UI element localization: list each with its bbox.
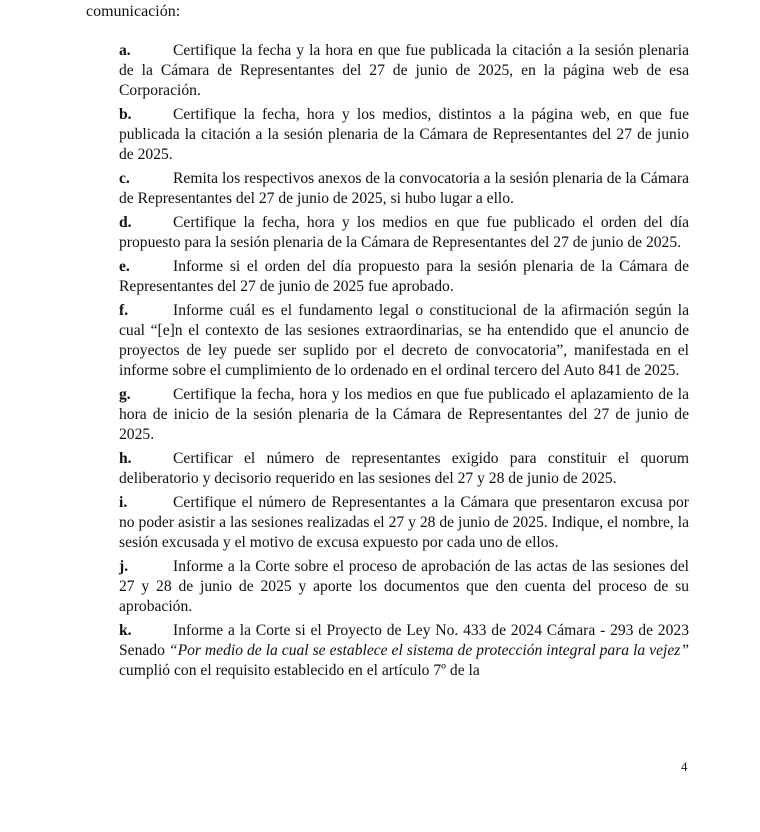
item-marker: a. xyxy=(119,42,131,59)
item-text: Certifique el número de Representantes a la Cámara que presentaron excusa por no poder asistir a las sesiones realizadas el 27 y 28 de junio de 2025. Indique, el nombre, la sesión excusada y el motivo de excusa expuesto por cada uno de ellos. xyxy=(119,494,689,551)
request-item-g xyxy=(119,385,689,445)
item-marker: b. xyxy=(119,106,132,123)
item-marker: e. xyxy=(119,258,130,275)
item-text: Certifique la fecha, hora y los medios en que fue publicado el orden del día propuesto para la sesión plenaria de la Cámara de Representantes del 27 de junio de 2025. xyxy=(119,214,689,251)
item-marker: g. xyxy=(119,386,131,403)
request-item-f xyxy=(119,301,689,381)
item-text: Certifique la fecha, hora y los medios, distintos a la página web, en que fue publicada la citación a la sesión plenaria de la Cámara de Representantes del 27 de junio de 2025. xyxy=(119,106,689,163)
request-item-i xyxy=(119,493,689,553)
item-text: Certifique la fecha, hora y los medios en que fue publicado el aplazamiento de la hora de inicio de la sesión plenaria de la Cámara de Representantes del 27 de junio de 2025. xyxy=(119,386,689,443)
request-list xyxy=(119,41,689,685)
item-marker: d. xyxy=(119,214,132,231)
item-text-continued: cumplió con el requisito establecido en el artículo 7º de la xyxy=(119,662,480,679)
request-item-b xyxy=(119,105,689,165)
request-item-c xyxy=(119,169,689,209)
bill-title-quote: “Por medio de la cual se establece el sistema de protección integral para la vejez” xyxy=(168,642,690,659)
item-text: Informe a la Corte sobre el proceso de aprobación de las actas de las sesiones del 27 y 28 de junio de 2025 y aporte los documentos que den cuenta del proceso de su aprobación. xyxy=(119,558,689,615)
intro-text: comunicación: xyxy=(86,3,181,20)
item-text: Remita los respectivos anexos de la convocatoria a la sesión plenaria de la Cámara de Representantes del 27 de junio de 2025, si hubo lugar a ello. xyxy=(119,170,689,207)
item-text: Informe a la Corte si el Proyecto de Ley No. 433 de 2024 Cámara - 293 de 2023 Senado xyxy=(119,622,689,659)
request-item-a xyxy=(119,41,689,101)
item-marker: k. xyxy=(119,622,132,639)
item-marker: i. xyxy=(119,494,128,511)
item-marker: j. xyxy=(119,558,129,575)
request-item-k xyxy=(119,621,689,681)
item-text: Certificar el número de representantes exigido para constituir el quorum deliberatorio y decisorio requerido en las sesiones del 27 y 28 de junio de 2025. xyxy=(119,450,689,487)
request-item-j xyxy=(119,557,689,617)
request-item-h xyxy=(119,449,689,489)
item-text: Informe cuál es el fundamento legal o constitucional de la afirmación según la cual “[e]n el contexto de las sesiones extraordinarias, se ha entendido que el anuncio de proyectos de ley puede ser suplido por el decreto de convocatoria”, manifestada en el informe sobre el cumplimiento de lo ordenado en el ordinal tercero del Auto 841 de 2025. xyxy=(119,302,689,379)
item-marker: f. xyxy=(119,302,129,319)
item-text: Informe si el orden del día propuesto para la sesión plenaria de la Cámara de Representantes del 27 de junio de 2025 fue aprobado. xyxy=(119,258,689,295)
item-marker: c. xyxy=(119,170,130,187)
request-item-d xyxy=(119,213,689,253)
item-text: Certifique la fecha y la hora en que fue publicada la citación a la sesión plenaria de la Cámara de Representantes del 27 de junio de 2025, en la página web de esa Corporación. xyxy=(119,42,689,99)
item-marker: h. xyxy=(119,450,132,467)
request-item-e xyxy=(119,257,689,297)
page-number: 4 xyxy=(681,759,688,774)
